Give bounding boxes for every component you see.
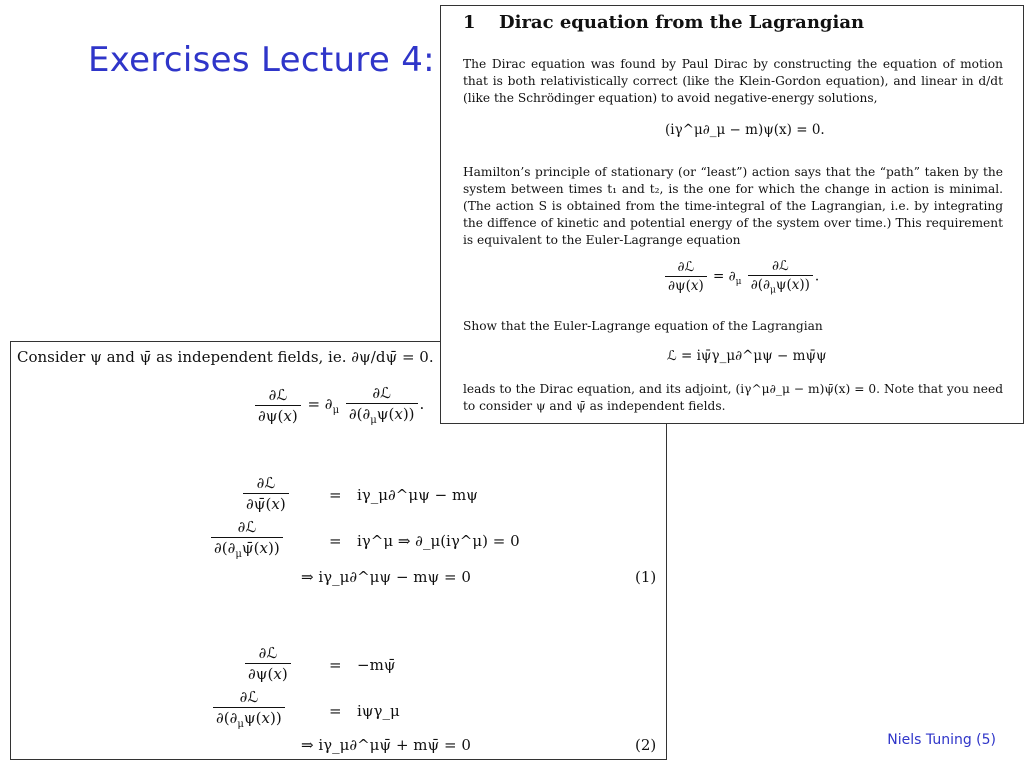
eq-rel-3: = xyxy=(329,656,342,674)
eq-rhs-e: iψγ_μ xyxy=(357,702,400,720)
consider-statement: Consider ψ and ψ̄ as independent fields, ie. ∂ψ/dψ̄ = 0. xyxy=(17,348,434,366)
eq-rel-1: = xyxy=(329,486,342,504)
problem-paragraph-1: The Dirac equation was found by Paul Dirac by constructing the equation of motion that is both relativistically correct (like the Klein-Gordon equation), and linear in d/dt (like the Schrödinger equation) to avoid negative-energy solutions, xyxy=(463,57,1003,105)
eq-dL-dpsibar: $\frac{\text{∂ℒ}}{\partial\psī(x)}$ xyxy=(241,474,291,513)
problem-number: 1 xyxy=(463,12,476,33)
eq-tag-2: (2) xyxy=(635,736,657,754)
euler-lagrange-equation-copy: $\frac{\text{∂ℒ}}{\partial\psi(x)}$ = $\partial_\mu$ $\frac{\text{∂ℒ}}{\partial(\partial_\mu\psi(x))}$ . xyxy=(253,384,424,426)
eq-tag-1: (1) xyxy=(635,568,657,586)
eq-rhs-b: iγ^μ ⇒ ∂_μ(iγ^μ) = 0 xyxy=(357,532,520,550)
eq-rel-4: = xyxy=(329,702,342,720)
problem-paragraph-4: leads to the Dirac equation, and its adjoint, (iγ^μ∂_μ − m)ψ̄(x) = 0. Note that you need to consider ψ and ψ̄ as independent fields. xyxy=(463,382,1003,413)
problem-heading xyxy=(463,12,864,33)
eq-rhs-a: iγ_μ∂^μψ − mψ xyxy=(357,486,478,504)
eq-rhs-d: −mψ̄ xyxy=(357,656,396,674)
dirac-equation: (iγ^μ∂_μ − m)ψ(x) = 0. xyxy=(665,122,825,138)
eq-rhs-c: ⇒ iγ_μ∂^μψ − mψ = 0 xyxy=(301,568,471,586)
slide-title: Exercises Lecture 4: xyxy=(88,40,435,80)
eq-dL-ddpsi: $\frac{\text{∂ℒ}}{\partial(\partial_\mu\psi(x))}$ xyxy=(211,688,287,730)
eq-dL-ddpsibar: $\frac{\text{∂ℒ}}{\partial(\partial_\mu\psī(x))}$ xyxy=(209,518,285,560)
problem-heading-text: Dirac equation from the Lagrangian xyxy=(499,12,865,33)
euler-lagrange-equation: $\frac{\text{∂ℒ}}{\partial\psi(x)}$ = $\partial_\mu$ $\frac{\text{∂ℒ}}{\partial(\partial_\mu\psi(x))}$ . xyxy=(663,258,819,296)
eq-rel-2: = xyxy=(329,532,342,550)
lagrangian-equation: ℒ = iψ̄γ_μ∂^μψ − mψ̄ψ xyxy=(667,348,827,364)
eq-dL-dpsi: $\frac{\text{∂ℒ}}{\partial\psi(x)}$ xyxy=(243,644,293,683)
problem-paragraph-2: Hamilton’s principle of stationary (or “least”) action says that the “path” taken by the system between times t₁ and t₂, is the one for which the change in action is minimal. (The action S is obtained from the time-integral of the Lagrangian, i.e. by integrating the diffence of kinetic and potential energy of the system over time.) This requirement is equivalent to the Euler-Lagrange equation xyxy=(463,165,1003,247)
problem-paragraph-3: Show that the Euler-Lagrange equation of the Lagrangian xyxy=(463,319,823,333)
problem-panel xyxy=(440,5,1024,424)
slide-footer: Niels Tuning (5) xyxy=(887,732,996,748)
eq-rhs-f: ⇒ iγ_μ∂^μψ̄ + mψ̄ = 0 xyxy=(301,736,471,754)
